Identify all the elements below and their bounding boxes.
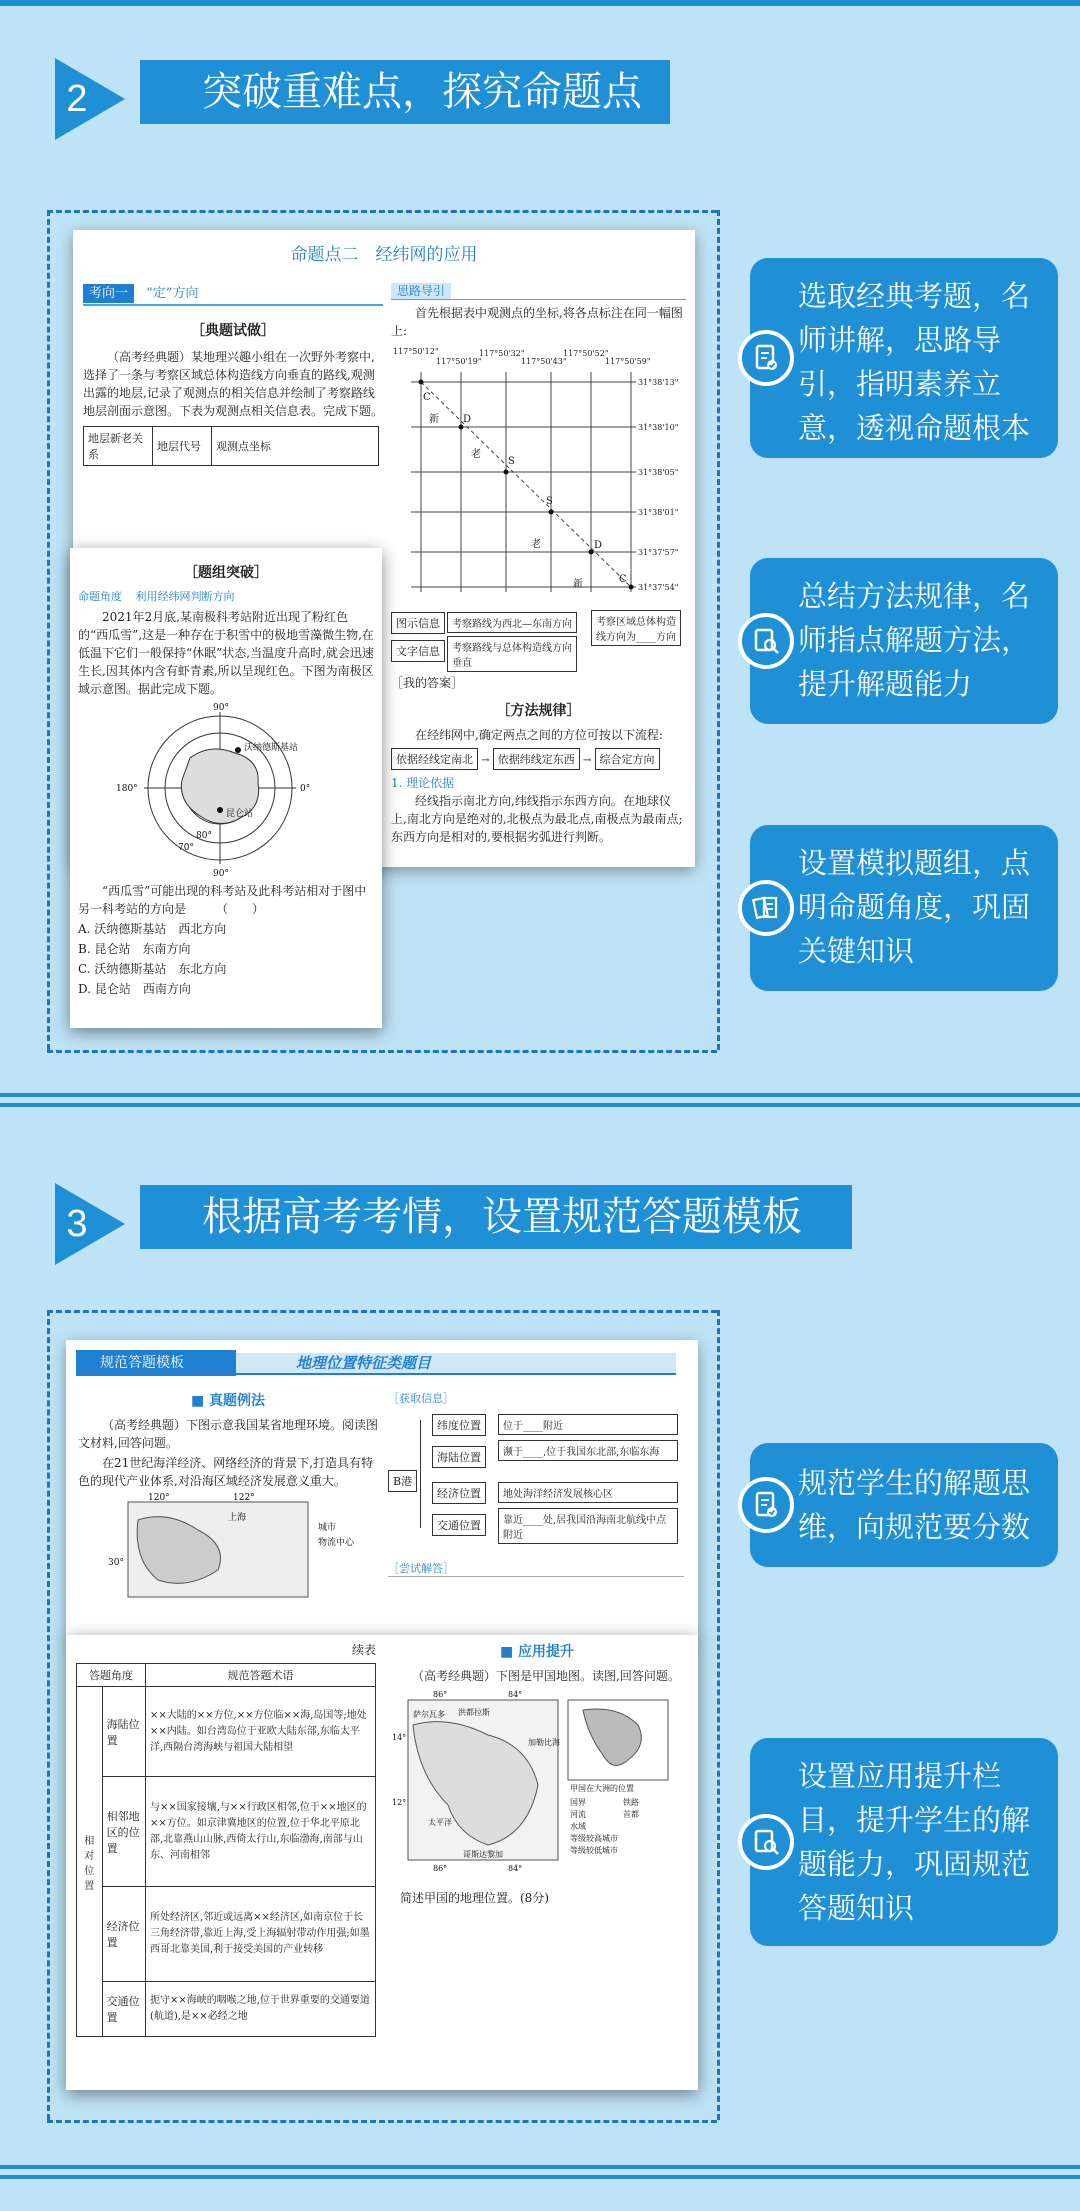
sample-page-front: [70, 548, 382, 1028]
option-c: C. 沃纳德斯基站 东北方向: [78, 962, 227, 976]
feature-card-4: [750, 1443, 1058, 1567]
info-key-4: 交通位置: [432, 1514, 486, 1536]
th-1: 地层新老关系: [84, 427, 153, 466]
top-label-5: 117°50'59": [605, 357, 651, 366]
tbl-r4-k: 交通位置: [102, 1982, 145, 2037]
info-key-3: 经济位置: [432, 1482, 486, 1504]
polar-0: 0°: [300, 784, 311, 794]
legend-capital: 首都: [623, 1810, 639, 1819]
mingti-text: 利用经纬网判断方向: [135, 590, 235, 603]
tbl-r3-v: 所处经济区,邻近或远离××经济区,如南京位于长三角经济带,靠近上海,受上海辐射带动作用强;如墨西哥北靠美国,利于接受美国的产业转移: [146, 1887, 376, 1982]
polar-90-top: 90°: [213, 703, 229, 713]
legend-high-city: 等级较高城市: [570, 1834, 618, 1843]
lilun-heading: 1. 理论依据: [391, 776, 455, 790]
tbl-head-1: 答题角度: [77, 1664, 146, 1687]
fangfa-flow: 依据经线定南北 → 依据纬线定东西 → 综合定方向: [391, 748, 686, 770]
kaoxiang-bar: [83, 282, 383, 306]
template-page-front: [66, 1635, 698, 2090]
zhenti-body-1: （高考经典题）下图示意我国某省地理环境。阅读图文材料,回答问题。: [78, 1418, 379, 1450]
bottom-divider: [0, 2165, 1080, 2187]
top-label-0: 117°50'12": [393, 347, 439, 356]
polar-80: 80°: [196, 831, 212, 841]
map-shanghai: 上海: [228, 1513, 247, 1523]
tbl-r1-k: 海陆位置: [102, 1687, 145, 1777]
flow-box-1: 考察路线为西北—东南方向: [447, 612, 577, 633]
card-text-2: 总结方法规律，名师指点解题方法，提升解题能力: [798, 579, 1031, 701]
legend-border: 国界: [570, 1798, 586, 1807]
info-val-1: 位于____附近: [498, 1414, 678, 1435]
silu-text: 首先根据表中观测点的坐标,将各点标注在同一幅图上:: [391, 306, 683, 338]
top-label-2: 117°50'32": [479, 349, 525, 358]
legend-river: 河流: [570, 1810, 586, 1819]
flow-label-2: 文字信息: [391, 640, 445, 662]
yingyong-heading: ■ 应用提升: [499, 1644, 575, 1660]
tbl-r1-v: ××大陆的××方位,××方位临××海,岛国等;地处××内陆。如台湾岛位于亚欧大陆东部,东临太平洋,西隔台湾海峡与祖国大陆相望: [146, 1687, 376, 1777]
flow-diagram: [391, 606, 686, 672]
map-lat-30: 30°: [108, 1558, 124, 1568]
word-1: 新: [429, 414, 439, 425]
info-val-3: 地处海洋经济发展核心区: [498, 1482, 678, 1503]
feature-card-5: [750, 1738, 1058, 1946]
dianti-heading: ［典题试做］: [191, 323, 275, 339]
fangfa-step-1: 依据经线定南北: [391, 748, 478, 770]
pt-s1: S: [508, 456, 515, 467]
map-lon-120: 120°: [148, 1493, 170, 1503]
polar-90-bottom: 90°: [213, 869, 229, 878]
lon-84-bottom: 84°: [508, 1864, 523, 1873]
province-map: [78, 1490, 378, 1600]
silu-label: 思路导引: [391, 283, 451, 299]
info-key-1: 纬度位置: [432, 1414, 486, 1436]
right-label-0: 31°38'13": [638, 378, 679, 387]
page-title: 命题点二 经纬网的应用: [290, 245, 478, 265]
feature-card-3: [750, 825, 1058, 991]
lon-86-top: 86°: [433, 1690, 448, 1699]
card-text-5: 设置应用提升栏目，提升学生的解题能力，巩固规范答题知识: [798, 1759, 1031, 1925]
huoqu-label: ［获取信息］: [388, 1392, 454, 1405]
option-d: D. 昆仑站 西南方向: [78, 982, 191, 996]
right-label-5: 31°37'54": [638, 583, 679, 592]
info-val-4: 靠近____处,居我国沿海南北航线中点附近: [498, 1508, 678, 1544]
lbl-pacific: 太平洋: [428, 1818, 452, 1827]
template-header: [76, 1350, 676, 1376]
fangfa-step-2: 依据纬线定东西: [493, 748, 580, 770]
tbl-r3-k: 经济位置: [102, 1887, 145, 1982]
word-4: 新: [573, 579, 583, 590]
pt-c1: C: [423, 392, 431, 403]
word-2: 老: [471, 449, 481, 460]
template-title: 地理位置特征类题目: [296, 1354, 432, 1372]
dash-bottom-3: [47, 2120, 717, 2123]
lbl-honduras: 洪都拉斯: [458, 1708, 490, 1717]
option-b: B. 昆仑站 东南方向: [78, 942, 191, 956]
polar-180: 180°: [116, 784, 138, 794]
top-label-1: 117°50'19": [436, 357, 482, 366]
lbl-costarica: 哥斯达黎加: [463, 1850, 503, 1859]
right-label-4: 31°37'57": [638, 548, 679, 557]
tizu-heading: ［题组突破］: [184, 565, 268, 581]
mingti-line: [78, 588, 374, 604]
section2-number: 2: [66, 78, 88, 120]
word-3: 老: [531, 539, 541, 550]
fangfa-step-3: 综合定方向: [595, 748, 660, 770]
feature-card-1: [750, 258, 1058, 458]
legend-logistics: 物流中心: [318, 1538, 355, 1548]
fangfa-heading: ［方法规律］: [496, 703, 581, 719]
changshi-label: ［尝试解答］: [388, 1560, 684, 1577]
info-table: [83, 426, 379, 466]
kaoxiang-tag: 考向一: [83, 284, 134, 303]
flow-box-2: 考察路线与总体构造线方向垂直: [447, 636, 577, 672]
legend-water: 水域: [570, 1822, 586, 1831]
right-label-3: 31°38'01": [638, 508, 679, 517]
yingyong-body: （高考经典题）下图是甲国地图。读图,回答问题。: [412, 1669, 680, 1683]
flow-box-3: 考察区域总体构造线方向为____方向: [591, 610, 681, 646]
dianti-body: （高考经典题）某地理兴趣小组在一次野外考察中,选择了一条与考察区域总体构造线方向垂直的路线,观测出露的地层,记录了观测点的相关信息并绘制了考察路线地层剖面示意图。下表为观测点相关信息表。完成下题。: [83, 350, 384, 418]
map2-question: 简述甲国的地理位置。(8分): [400, 1891, 549, 1905]
tbl-head-2: 规范答题术语: [146, 1664, 376, 1687]
zhenti-heading: ■ 真题例法: [190, 1393, 266, 1409]
legend-rail: 铁路: [623, 1798, 639, 1807]
card-text-4: 规范学生的解题思维，向规范要分数: [798, 1466, 1031, 1544]
zhenti-body-2: 在21世纪海洋经济、网络经济的背景下,打造具有特色的现代产业体系,对沿海区域经济发展意义重大。: [78, 1456, 374, 1488]
info-val-2: 濒于____,位于我国东北部,东临东海: [498, 1440, 678, 1461]
pt-d1: D: [463, 414, 472, 425]
lat-12: 12°: [392, 1798, 407, 1807]
th-2: 地层代号: [153, 427, 212, 466]
option-a: A. 沃纳德斯基站 西北方向: [78, 922, 227, 936]
document-check-icon: [738, 330, 794, 386]
dash-bottom: [47, 1050, 717, 1053]
fangfa-body: 在经纬网中,确定两点之间的方位可按以下流程:: [415, 728, 663, 742]
tbl-group: 相对位置: [77, 1687, 103, 2037]
flow-label-1: 图示信息: [391, 612, 445, 634]
my-answer: ［我的答案］: [391, 676, 464, 690]
station-1: 沃纳德斯基站: [244, 743, 299, 753]
tbl-r2-k: 相邻地区的位置: [102, 1777, 145, 1887]
document-check-icon: [738, 1477, 794, 1533]
tizu-body: 2021年2月底,某南极科考站附近出现了粉红色的“西瓜雪”,这是一种存在于积雪中的极地雪藻微生物,在低温下它们一般保持“休眠”状态,当温度升高时,就会迅速生长,因其体内含有虾青素,所以呈现红色。下图为南极区域示意图。据此完成下题。: [78, 610, 374, 696]
pt-s2: S: [546, 496, 553, 507]
b-port: B港: [388, 1470, 417, 1492]
book-magnifier-icon: [738, 613, 794, 669]
pt-c2: C: [619, 574, 627, 585]
kaoxiang-topic: “定”方向: [146, 286, 199, 301]
pt-d2: D: [594, 540, 603, 551]
card-text-3: 设置模拟题组，点明命题角度，巩固关键知识: [798, 846, 1031, 968]
question: “西瓜雪”可能出现的科考站及此科考站相对于图中另一科考站的方向是 （ ）: [78, 884, 367, 916]
right-label-1: 31°38'10": [638, 423, 679, 432]
lbl-continent: 甲国在大洲的位置: [570, 1784, 634, 1793]
info-panel: [388, 1390, 684, 1577]
legend-city: 城市: [318, 1523, 337, 1533]
lbl-salvador: 萨尔瓦多: [413, 1710, 445, 1719]
grid-diagram: [391, 342, 686, 602]
card-text-1: 选取经典考题，名师讲解，思路导引，指明素养立意，透视命题根本: [798, 279, 1031, 445]
top-border-line: [0, 0, 1080, 6]
lbl-caribbean: 加勒比海: [528, 1738, 560, 1747]
feature-card-2: [750, 558, 1058, 724]
section2-title: 突破重难点，探究命题点: [140, 60, 670, 124]
book-magnifier-icon: [738, 1814, 794, 1870]
country-map: [388, 1685, 686, 1885]
legend-low-city: 等级较低城市: [570, 1846, 618, 1855]
template-tag: 规范答题模板: [76, 1350, 236, 1376]
section-divider: [0, 1093, 1080, 1115]
info-key-2: 海陆位置: [432, 1446, 486, 1468]
lon-86-bottom: 86°: [433, 1864, 448, 1873]
map-lon-122: 122°: [233, 1493, 255, 1503]
mingti-label: 命题角度: [78, 590, 122, 603]
polar-map: [70, 698, 382, 878]
answer-table: [76, 1663, 376, 2037]
right-label-2: 31°38'05": [638, 468, 679, 477]
books-icon: [738, 880, 794, 936]
th-3: 观测点坐标: [212, 427, 379, 466]
polar-70: 70°: [178, 843, 194, 853]
xubiao: 续表: [351, 1643, 376, 1657]
section3-number: 3: [66, 1203, 88, 1245]
section3-title: 根据高考考情，设置规范答题模板: [140, 1185, 852, 1249]
station-2: 昆仑站: [226, 809, 254, 819]
top-label-3: 117°50'43": [521, 357, 567, 366]
lilun-body: 经线指示南北方向,纬线指示东西方向。在地球仪上,南北方向是绝对的,北极点为最北点,南极点为最南点;东西方向是相对的,要根据劣弧进行判断。: [391, 794, 683, 844]
lat-14: 14°: [392, 1733, 407, 1742]
top-label-4: 117°50'52": [563, 349, 609, 358]
lon-84-top: 84°: [508, 1690, 523, 1699]
tbl-r2-v: 与××国家接壤,与××行政区相邻,位于××地区的××方位。如京津冀地区的位置,位于华北平原北部,北靠燕山山脉,西倚太行山,东临渤海,南部与山东、河南相邻: [146, 1777, 376, 1887]
template-page-back: [66, 1340, 698, 1640]
tbl-r4-v: 扼守××海峡的咽喉之地,位于世界重要的交通要道(航道),是××必经之地: [146, 1982, 376, 2037]
